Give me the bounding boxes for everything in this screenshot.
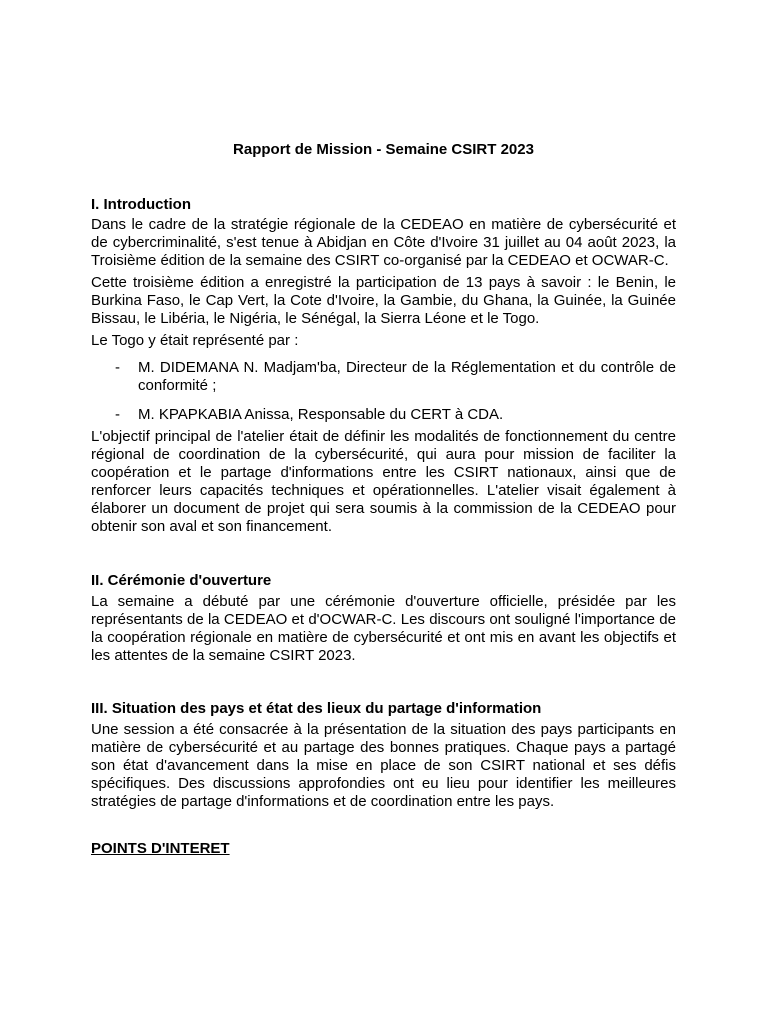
list-item	[91, 359, 676, 395]
intro-paragraph-objective: L'objectif principal de l'atelier était de définir les modalités de fonctionnement du centre régional de coordination de la cybersécurité, qui aura pour mission de faciliter la coopération et le partage d'informations entre les CSIRT nationaux, ainsi que de renforcer leurs capacités techniques et opérationnelles. L'atelier visait également à élaborer un document de projet qui sera soumis à la commission de la CEDEAO pour obtenir son aval et son financement.	[91, 428, 676, 535]
list-item	[91, 406, 676, 424]
section-heading-situation: III. Situation des pays et état des lieux du partage d'information	[91, 700, 542, 717]
intro-paragraph-participants: Cette troisième édition a enregistré la participation de 13 pays à savoir : le Benin, le Burkina Faso, le Cap Vert, la Cote d'Ivoire, la Gambie, du Ghana, la Guinée, la Guinée Bissau, le Libéria, le Nigéria, le Sénégal, la Sierra Léone et le Togo.	[91, 274, 676, 327]
document-page	[91, 141, 676, 858]
representatives-list	[91, 359, 676, 424]
bullet-dash: -	[115, 406, 120, 423]
section-heading-ceremony: II. Cérémonie d'ouverture	[91, 572, 272, 589]
situation-paragraph: Une session a été consacrée à la présentation de la situation des pays participants en matière de cybersécurité et au partage des bonnes pratiques. Chaque pays a partagé son état d'avancement dans la mise en place de son CSIRT national et ses défis spécifiques. Des discussions approfondies ont eu lieu pour identifier les meilleures stratégies de partage d'informations et de coordination entre les pays.	[91, 721, 676, 810]
representative-text: M. DIDEMANA N. Madjam'ba, Directeur de la Réglementation et du contrôle de conformité ;	[138, 359, 676, 394]
intro-paragraph-context: Dans le cadre de la stratégie régionale de la CEDEAO en matière de cybersécurité et de cybercriminalité, s'est tenue à Abidjan en Côte d'Ivoire 31 juillet au 04 août 2023, la Troisième édition de la semaine des CSIRT co-organisé par la CEDEAO et OCWAR-C.	[91, 216, 676, 269]
section-heading-points-interet: POINTS D'INTERET	[91, 840, 230, 857]
ceremony-paragraph: La semaine a débuté par une cérémonie d'ouverture officielle, présidée par les représentants de la CEDEAO et d'OCWAR-C. Les discours ont souligné l'importance de la coopération régionale en matière de cybersécurité et ont mis en avant les objectifs et les attentes de la semaine CSIRT 2023.	[91, 593, 676, 664]
representative-text: M. KPAPKABIA Anissa, Responsable du CERT à CDA.	[138, 406, 504, 423]
document-title: Rapport de Mission - Semaine CSIRT 2023	[233, 141, 534, 158]
section-heading-introduction: I. Introduction	[91, 196, 191, 213]
intro-paragraph-representation: Le Togo y était représenté par :	[91, 332, 299, 349]
bullet-dash: -	[115, 359, 120, 376]
